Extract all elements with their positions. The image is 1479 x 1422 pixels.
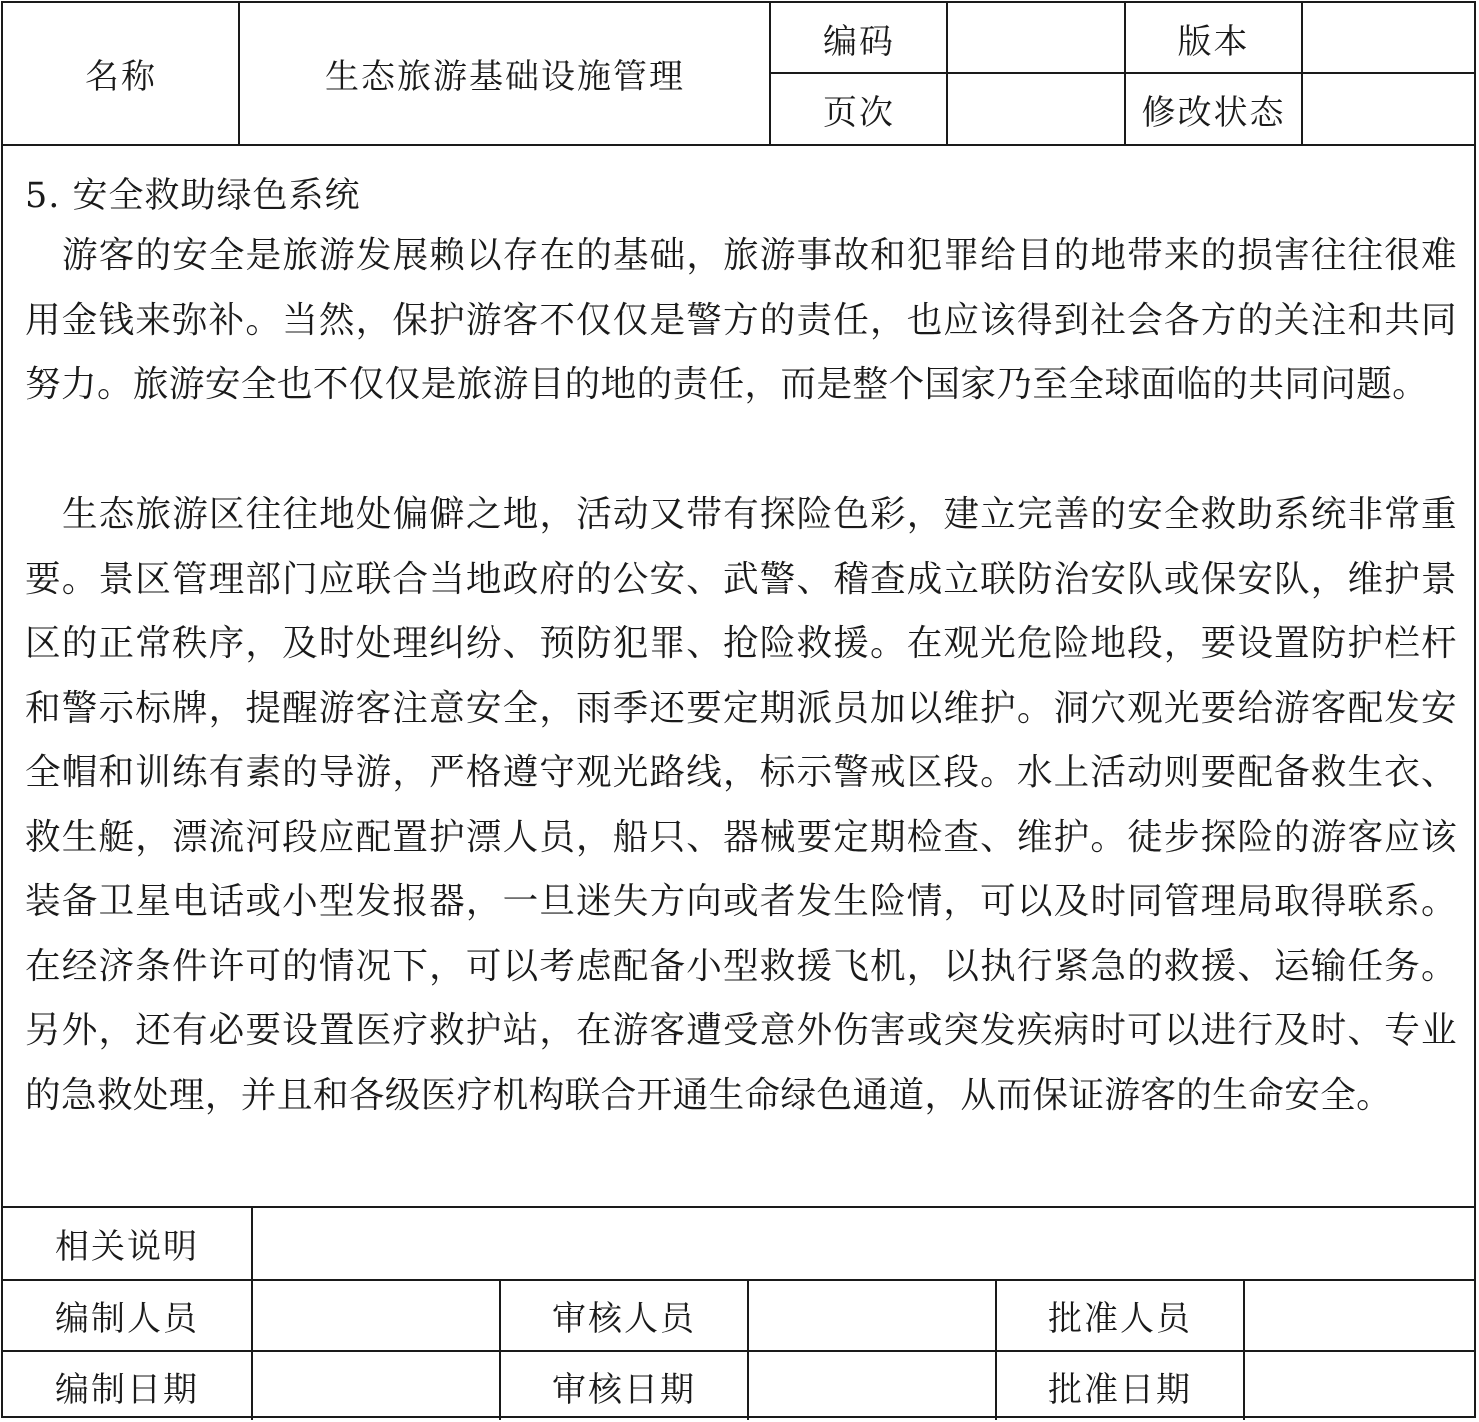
header-table <box>3 3 1474 146</box>
divider <box>747 1281 749 1420</box>
code-label: 编码 <box>823 21 895 62</box>
approve-date-label: 批准日期 <box>1048 1369 1192 1410</box>
divider <box>251 1208 253 1420</box>
approver-label: 批准人员 <box>1048 1299 1192 1339</box>
compiler-label: 编制人员 <box>55 1299 199 1339</box>
review-date-label: 审核日期 <box>552 1369 696 1410</box>
version-value <box>1303 3 1474 73</box>
compiler-value <box>253 1281 499 1350</box>
revision-value <box>1303 74 1474 144</box>
notes-value <box>253 1208 1474 1279</box>
page-label: 页次 <box>823 92 895 133</box>
name-label: 名称 <box>85 57 157 97</box>
version-label: 版本 <box>1177 21 1250 62</box>
compile-date-value <box>253 1352 499 1420</box>
paragraph-2: 生态旅游区往往地处偏僻之地，活动又带有探险色彩，建立完善的安全救助系统非常重要。景区管理部门应联合当地政府的公安、武警、稽查成立联防治安队或保安队，维护景区的正常秩序，及时处理纠纷、预防犯罪、抢险救援。在观光危险地段，要设置防护栏杆和警示标牌，提醒游客注意安全，雨季还要定期派员加以维护。洞穴观光要给游客配发安全帽和训练有素的导游，严格遵守观光路线，标示警戒区段。水上活动则要配备救生衣、救生艇，漂流河段应配置护漂人员，船只、器械要定期检查、维护。徒步探险的游客应该装备卫星电话或小型发报器，一旦迷失方向或者发生险情，可以及时同管理局取得联系。在经济条件许可的情况下，可以考虑配备小型救援飞机，以执行紧急的救援、运输任务。另外，还有必要设置医疗救护站，在游客遭受意外伤害或突发疾病时可以进行及时、专业的急救处理，并且和各级医疗机构联合开通生命绿色通道，从而保证游客的生命安全。 <box>25 494 1457 1116</box>
code-value <box>948 3 1124 73</box>
approver-value <box>1245 1281 1474 1350</box>
review-date-value <box>749 1352 995 1420</box>
document-form <box>1 1 1476 1418</box>
footer-table <box>3 1208 1474 1416</box>
section-heading: 5. 安全救助绿色系统 <box>25 176 361 216</box>
revision-label: 修改状态 <box>1141 92 1286 133</box>
approve-date-value <box>1245 1352 1474 1420</box>
reviewer-label: 审核人员 <box>552 1299 696 1339</box>
paragraph-1: 游客的安全是旅游发展赖以存在的基础，旅游事故和犯罪给目的地带来的损害往往很难用金钱来弥补。当然，保护游客不仅仅是警方的责任，也应该得到社会各方的关注和共同努力。旅游安全也不仅仅是旅游目的地的责任，而是整个国家乃至全球面临的共同问题。 <box>25 235 1457 405</box>
divider <box>1243 1281 1245 1420</box>
name-value: 生态旅游基础设施管理 <box>325 57 685 97</box>
reviewer-value <box>749 1281 995 1350</box>
compile-date-label: 编制日期 <box>55 1369 199 1410</box>
divider <box>499 1281 501 1420</box>
page-value <box>948 74 1124 144</box>
notes-label: 相关说明 <box>55 1227 199 1267</box>
content-body <box>3 144 1474 1208</box>
divider <box>995 1281 997 1420</box>
